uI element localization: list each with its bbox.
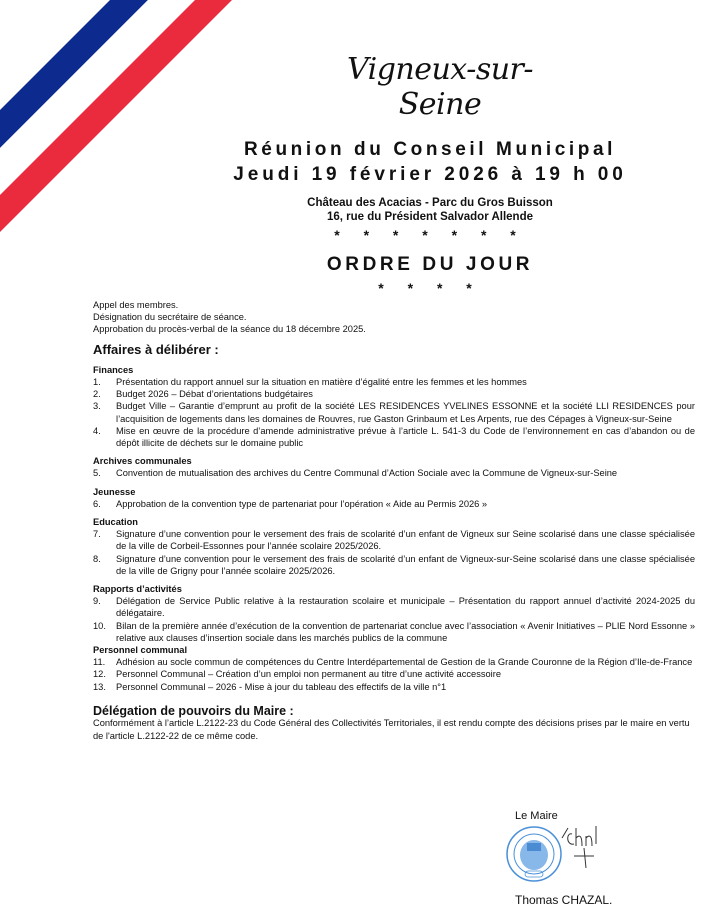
- agenda-item-number: 7.: [93, 529, 101, 540]
- category-heading: Finances: [93, 364, 134, 375]
- delegation-title: Délégation de pouvoirs du Maire :: [93, 703, 294, 718]
- signature-role: Le Maire: [515, 810, 558, 822]
- meeting-address: 16, rue du Président Salvador Allende: [326, 211, 533, 223]
- agenda-item: [93, 376, 695, 388]
- town-name-logo: Vigneux-sur-Seine: [346, 52, 534, 122]
- agenda-item-number: 5.: [93, 468, 101, 479]
- agenda-item-text: Personnel Communal – 2026 - Mise à jour du tableau des effectifs de la ville n°1: [116, 681, 447, 692]
- delegation-text: Conformément à l’article L.2122-23 du Code Général des Collectivités Territoriales, il est rendu compte des décisions prises par le maire en vertu de l'article L.2122-22 de ce même code.: [93, 718, 690, 742]
- agenda-item-text: Approbation de la convention type de partenariat pour l’opération « Aide au Permis 2026 »: [116, 498, 488, 509]
- meeting-venue: Château des Acacias - Parc du Gros Buisson: [307, 197, 553, 209]
- agenda-item-text: Bilan de la première année d’exécution de la convention de partenariat conclue avec l’association « Avenir Initiatives – PLIE Nord Essonne » relative aux clauses d’insertion sociale dans les marchés publics de la commune: [116, 620, 695, 643]
- signature-scrawl-icon: [560, 822, 610, 872]
- agenda-item: [93, 681, 695, 693]
- affaires-title: Affaires à délibérer :: [93, 341, 219, 357]
- agenda-item-number: 3.: [93, 401, 101, 412]
- category-heading: Archives communales: [93, 456, 192, 467]
- category-heading: Jeunesse: [93, 486, 136, 497]
- agenda-item-text: Signature d’une convention pour le versement des frais de scolarité d’un enfant de Vigneux-sur-Seine scolarisé dans une classe spécialisée de la ville de Grigny pour l’année scolaire 2025/2026.: [116, 553, 695, 576]
- agenda-item-number: 2.: [93, 389, 101, 400]
- agenda-item: [93, 553, 695, 577]
- agenda-item: [93, 498, 695, 510]
- intro-item: Appel des membres.: [93, 300, 179, 310]
- agenda-item-text: Personnel Communal – Création d’un emploi non permanent au titre d’une activité accessoire: [116, 669, 501, 680]
- intro-item: Désignation du secrétaire de séance.: [93, 312, 247, 323]
- agenda-item-text: Adhésion au socle commun de compétences du Centre Interdépartemental de Gestion de la Grande Couronne de la Région d’Ile-de-France: [116, 657, 693, 668]
- agenda-content: [93, 299, 695, 743]
- agenda-item-number: 11.: [93, 657, 106, 668]
- tricolor-ribbon: [0, 0, 240, 240]
- agenda-item: [93, 467, 695, 479]
- meeting-title: Réunion du Conseil Municipal: [243, 139, 617, 160]
- separator-stars: * * * *: [378, 280, 482, 296]
- mayor-seal-icon: [504, 825, 564, 883]
- agenda-item-number: 4.: [93, 425, 101, 436]
- agenda-item: [93, 595, 695, 619]
- agenda-item-text: Délégation de Service Public relative à la restauration scolaire et municipale – Présentation du rapport annuel d’activité 2024-2025 du délégataire.: [116, 596, 695, 619]
- agenda-item-text: Budget Ville – Garantie d’emprunt au profit de la société LES RESIDENCES YVELINES ESSONNE et la société LLI RESIDENCES pour l’acquisition de logements dans les domaines de Rouvres, rue Gaston Grinbaum et Les Arpents, rue des Cépages à Vigneux-sur-Seine: [116, 401, 695, 424]
- agenda-item-text: Mise en œuvre de la procédure d’amende administrative prévue à l’article L. 541-3 du Code de l’environnement en cas d’abandon ou de dépôt illicite de déchets sur le domaine public: [116, 425, 695, 449]
- category-heading: Personnel communal: [93, 645, 188, 656]
- category-heading: Rapports d’activités: [93, 584, 182, 595]
- agenda-item-number: 9.: [93, 596, 101, 607]
- agenda-item-number: 1.: [93, 377, 101, 388]
- agenda-item: [93, 620, 695, 644]
- category-heading: Education: [93, 517, 138, 528]
- intro-list: [93, 299, 695, 336]
- agenda-item-text: Budget 2026 – Débat d’orientations budgétaires: [116, 389, 313, 400]
- agenda-item-text: Signature d’une convention pour le versement des frais de scolarité d’un enfant de Vigneux sur Seine scolarisé dans une classe spécialisée de la ville de Corbeil-Essonnes pour l’année scolaire 2025/2026.: [116, 529, 695, 552]
- agenda-item: [93, 425, 695, 449]
- agenda-categories: [93, 364, 695, 693]
- separator-stars: * * * * * * *: [334, 227, 526, 243]
- intro-item: Approbation du procès-verbal de la séance du 18 décembre 2025.: [93, 324, 366, 335]
- agenda-item-number: 6.: [93, 498, 101, 509]
- agenda-item-number: 13.: [93, 681, 106, 692]
- agenda-item: [93, 656, 695, 668]
- agenda-item-text: Convention de mutualisation des archives du Centre Communal d’Action Sociale avec la Commune de Vigneux-sur-Seine: [116, 468, 618, 479]
- agenda-item-number: 8.: [93, 553, 101, 564]
- agenda-title: ORDRE DU JOUR: [326, 254, 534, 275]
- agenda-item: [93, 668, 695, 680]
- mayor-name: Thomas CHAZAL.: [515, 893, 613, 907]
- agenda-item: [93, 400, 695, 424]
- meeting-date: Jeudi 19 février 2026 à 19 h 00: [233, 164, 627, 185]
- agenda-item: [93, 528, 695, 552]
- agenda-item-number: 10.: [93, 620, 106, 631]
- agenda-item-number: 12.: [93, 669, 106, 680]
- agenda-item-text: Présentation du rapport annuel sur la situation en matière d’égalité entre les femmes et les hommes: [116, 377, 527, 388]
- agenda-item: [93, 388, 695, 400]
